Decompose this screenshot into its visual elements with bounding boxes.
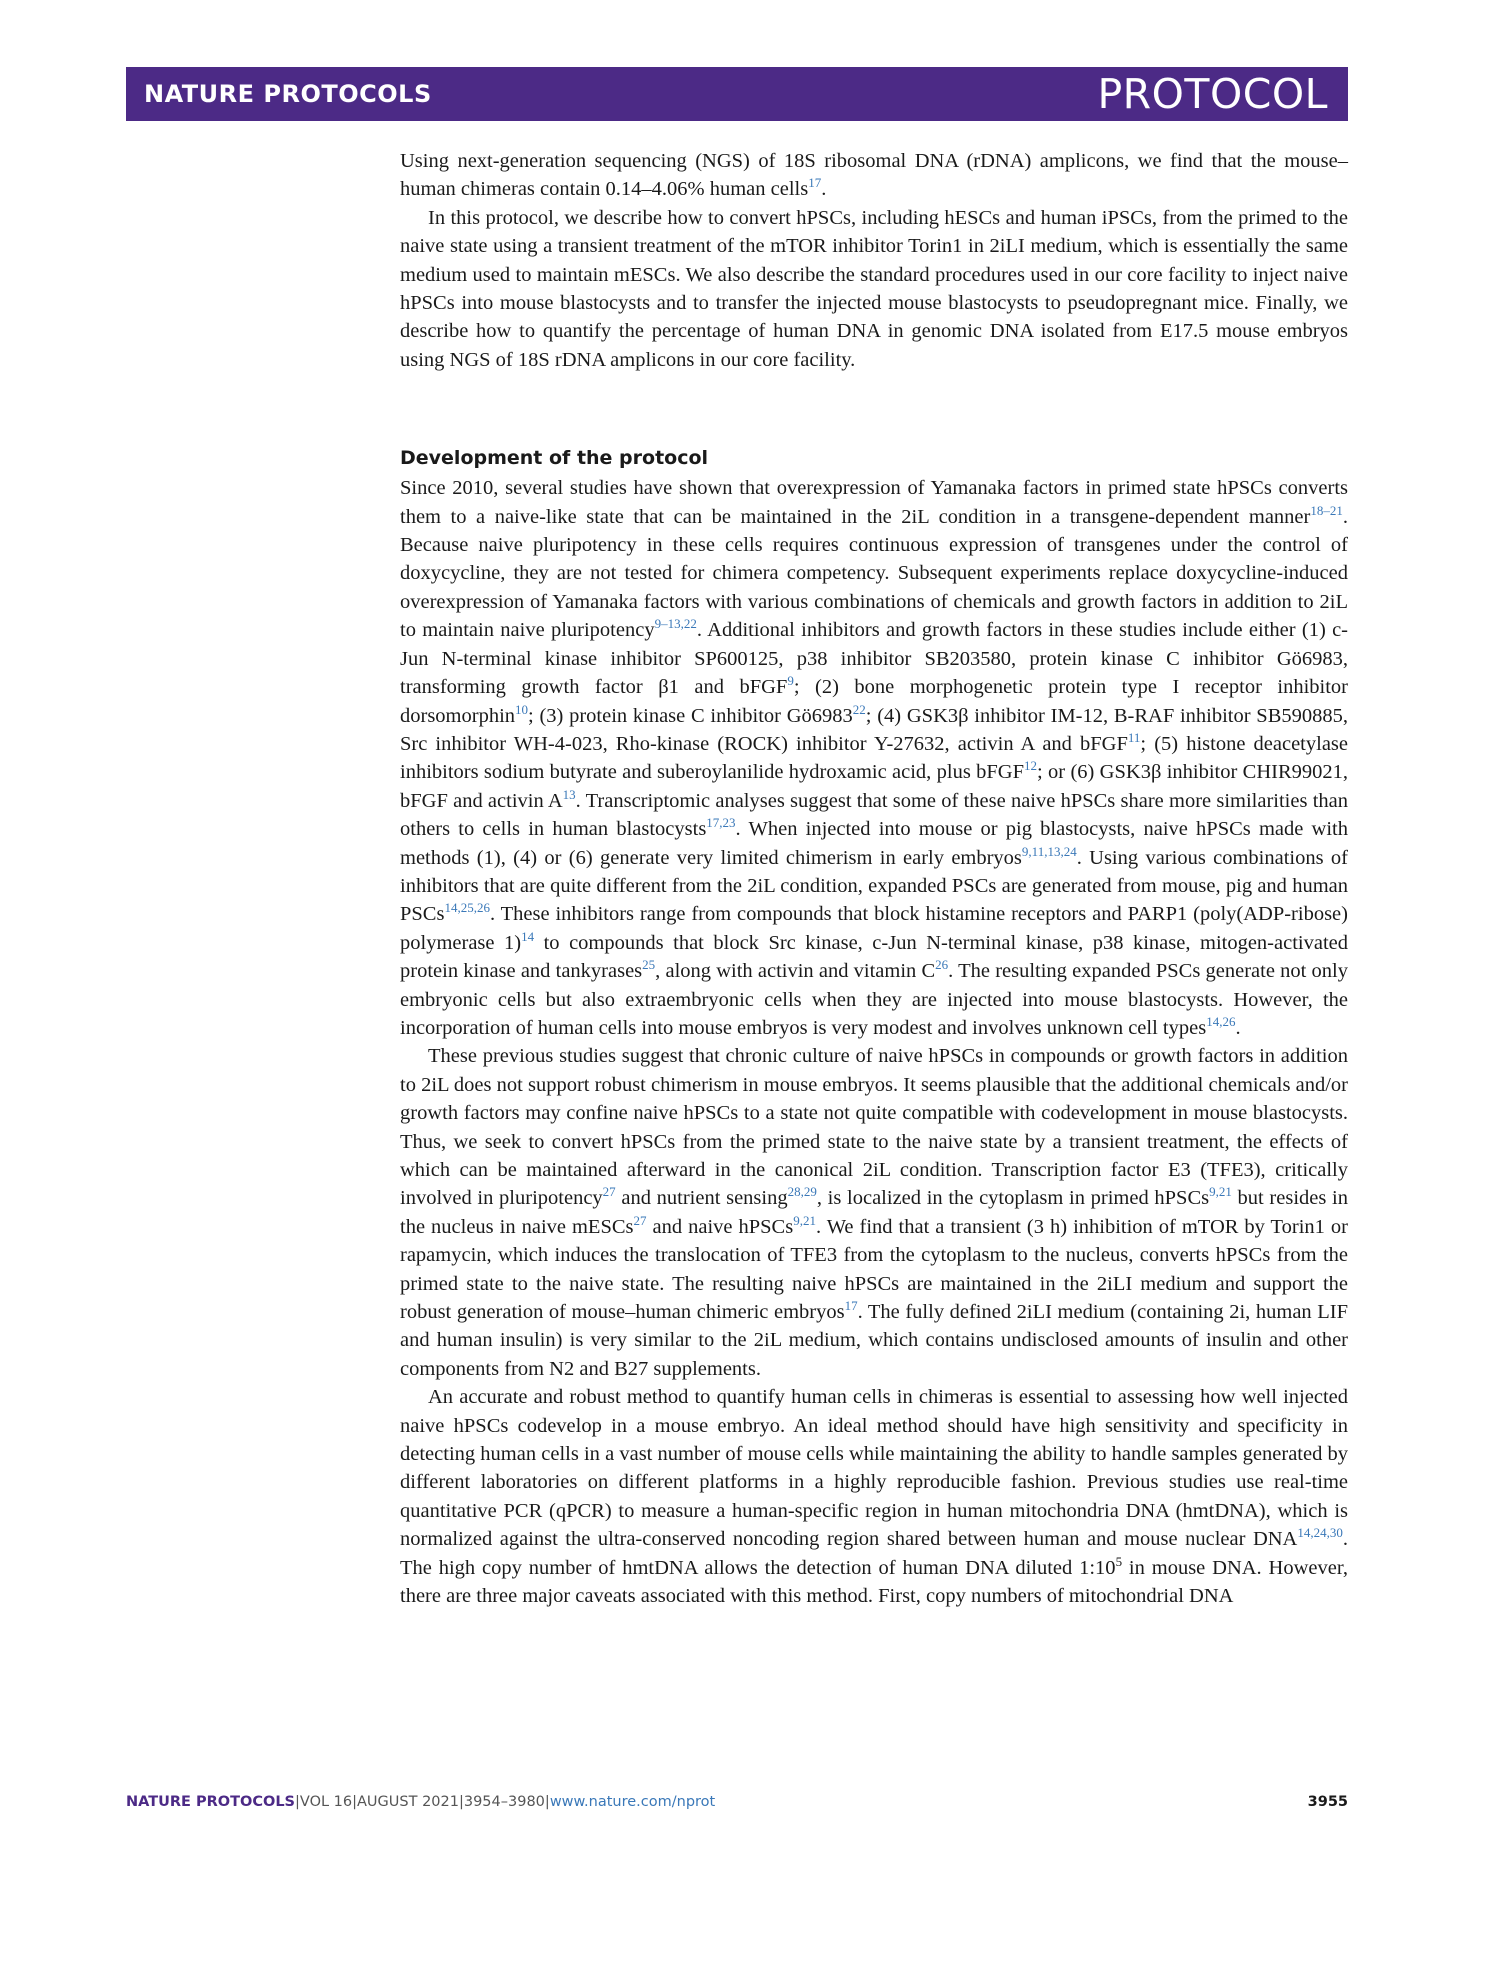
citation-link[interactable]: 18–21 — [1310, 502, 1343, 518]
citation-link[interactable]: 13 — [562, 786, 576, 802]
citation-link[interactable]: 27 — [602, 1184, 616, 1200]
citation-link[interactable]: 9,21 — [1209, 1184, 1232, 1200]
intro-paragraph-1: Using next-generation sequencing (NGS) of 18S ribosomal DNA (rDNA) amplicons, we find that the mouse–human chimeras contain 0.14–4.06% human cells$^{17}$. — [400, 150, 1348, 201]
section-heading: Development of the protocol — [400, 447, 709, 470]
footer-url-link[interactable]: www.nature.com/nprot — [549, 1794, 716, 1810]
footer-date: AUGUST 2021 — [357, 1794, 459, 1810]
citation-link[interactable]: 14,25,26 — [444, 900, 490, 916]
footer-pages: 3954–3980 — [463, 1794, 545, 1810]
footer-citation: NATURE PROTOCOLS|VOL 16|AUGUST 2021|3954–3980|www.nature.com/nprot — [126, 1794, 716, 1810]
footer-journal: NATURE PROTOCOLS — [126, 1794, 296, 1810]
citation-link[interactable]: 14 — [521, 928, 535, 944]
citation-link[interactable]: 17 — [844, 1298, 858, 1314]
article-type: PROTOCOL — [1097, 70, 1328, 118]
citation-link[interactable]: 9,21 — [793, 1212, 816, 1228]
page-footer — [126, 1794, 1348, 1818]
citation-link[interactable]: 9–13,22 — [654, 616, 697, 632]
footer-volume: VOL 16 — [299, 1794, 353, 1810]
citation-link[interactable]: 11 — [1127, 729, 1141, 745]
page-number: 3955 — [1307, 1794, 1348, 1810]
citation-link[interactable]: 17,23 — [706, 815, 736, 831]
body-paragraph-2: These previous studies suggest that chronic culture of naive hPSCs in compounds or growth factors in addition to 2iL does not support robust chimerism in mouse embryos. It seems plausible that the additional chemicals and/or growth factors may confine naive hPSCs to a state not quite compatible with codevelopment in mouse blastocysts. Thus, we seek to convert hPSCs from the primed state to the naive state by a transient treatment, the effects of which can be maintained afterward in the canonical 2iL condition. Transcription factor E3 (TFE3), critically involved in pluripotency$^{27}$ and nutrient sensing$^{28,29}$, is localized in the cytoplasm in primed hPSCs$^{9,21}$ but resides in the nucleus in naive mESCs$^{27}$ and naive hPSCs$^{9,21}$. We find that a transient (3 h) inhibition of mTOR by Torin1 or rapamycin, which induces the translocation of TFE3 from the cytoplasm to the nucleus, converts hPSCs from the primed state to the naive state. The resulting naive hPSCs are maintained in the 2iLI medium and support the robust generation of mouse–human chimeric embryos$^{17}$. The fully defined 2iLI medium (containing 2i, human LIF and human insulin) is very similar to the 2iL medium, which contains undisclosed amounts of insulin and other components from N2 and B27 supplements. — [400, 1045, 1348, 1380]
citation-link[interactable]: 27 — [633, 1212, 647, 1228]
citation-link[interactable]: 14,24,30 — [1297, 1525, 1343, 1541]
body-paragraph-3: An accurate and robust method to quantify human cells in chimeras is essential to assessing how well injected naive hPSCs codevelop in a mouse embryo. An ideal method should have high sensitivity and specificity in detecting human cells in a vast number of mouse cells while maintaining the ability to handle samples generated by different laboratories on different platforms in a highly reproducible fashion. Previous studies use real-time quantitative PCR (qPCR) to measure a human-specific region in human mitochondria DNA (hmtDNA), which is normalized against the ultra-conserved noncoding region shared between human and mouse nuclear DNA$^{14,24,30}$. The high copy number of hmtDNA allows the detection of human DNA diluted $1:10^5$ in mouse DNA. However, there are three major caveats associated with this method. First, copy numbers of mitochondrial DNA — [400, 1386, 1348, 1608]
article-body — [400, 147, 1348, 1611]
header-bar — [126, 67, 1348, 121]
citation-link[interactable]: 22 — [852, 701, 866, 717]
journal-name: NATURE PROTOCOLS — [144, 80, 432, 108]
intro-paragraph-2: In this protocol, we describe how to convert hPSCs, including hESCs and human iPSCs, from the primed to the naive state using a transient treatment of the mTOR inhibitor Torin1 in 2iLI medium, which is essentially the same medium used to maintain mESCs. We also describe the standard procedures used in our core facility to inject naive hPSCs into mouse blastocysts and to transfer the injected mouse blastocysts to pseudopregnant mice. Finally, we describe how to quantify the percentage of human DNA in genomic DNA isolated from E17.5 mouse embryos using NGS of 18S rDNA amplicons in our core facility. — [400, 206, 1348, 371]
citation-link[interactable]: 9,11,13,24 — [1021, 843, 1077, 859]
citation-link[interactable]: 17 — [808, 175, 822, 191]
citation-link[interactable]: 9 — [787, 673, 794, 689]
citation-link[interactable]: 25 — [642, 957, 656, 973]
exponent: 5 — [1115, 1553, 1123, 1569]
citation-link[interactable]: 28,29 — [787, 1184, 817, 1200]
citation-link[interactable]: 10 — [515, 701, 529, 717]
citation-link[interactable]: 12 — [1024, 758, 1037, 774]
body-paragraph-1: Since 2010, several studies have shown that overexpression of Yamanaka factors in primed state hPSCs converts them to a naive-like state that can be maintained in the 2iL condition in a transgene-dependent manner$^{18-21}$. Because naive pluripotency in these cells requires continuous expression of transgenes under the control of doxycycline, they are not tested for chimera competency. Subsequent experiments replace doxycycline-induced overexpression of Yamanaka factors with various combinations of chemicals and growth factors in addition to 2iL to maintain naive pluripotency$^{9-13,22}$. Additional inhibitors and growth factors in these studies include either (1) c-Jun N-terminal kinase inhibitor SP600125, p38 inhibitor SB203580, protein kinase C inhibitor Gö6983, transforming growth factor β1 and bFGF$^9$; (2) bone morphogenetic protein type I receptor inhibitor dorsomorphin$^{10}$; (3) protein kinase C inhibitor Gö6983$^{22}$; (4) GSK3β inhibitor IM-12, B-RAF inhibitor SB590885, Src inhibitor WH-4-023, Rho-kinase (ROCK) inhibitor Y-27632, activin A and bFGF$^{11}$; (5) histone deacetylase inhibitors sodium butyrate and suberoylanilide hydroxamic acid, plus bFGF$^{12}$; or (6) GSK3β inhibitor CHIR99021, bFGF and activin A$^{13}$. Transcriptomic analyses suggest that some of these naive hPSCs share more similarities than others to cells in human blastocysts$^{17,23}$. When injected into mouse or pig blastocysts, naive hPSCs made with methods (1), (4) or (6) generate very limited chimerism in early embryos$^{9,11,13,24}$. Using various combinations of inhibitors that are quite different from the 2iL condition, expanded PSCs are generated from mouse, pig and human PSCs$^{14,25,26}$. These inhibitors range from compounds that block histamine receptors and PARP1 (poly(ADP-ribose) polymerase 1)$^{14}$ to compounds that block Src kinase, c-Jun N-terminal kinase, p38 kinase, mitogen-activated protein kinase and tankyrases$^{25}$, along with activin and vitamin C$^{26}$. The resulting expanded PSCs generate not only embryonic cells but also extraembryonic cells when they are injected into mouse blastocysts. However, the incorporation of human cells into mouse embryos is very modest and involves unknown cell types$^{14,26}$. — [400, 477, 1349, 1039]
citation-link[interactable]: 26 — [935, 957, 949, 973]
citation-link[interactable]: 14,26 — [1206, 1013, 1236, 1029]
